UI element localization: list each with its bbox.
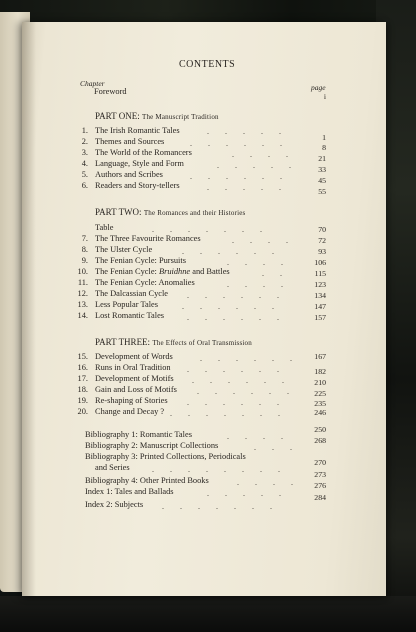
chapter-title: Less Popular Tales bbox=[95, 300, 158, 309]
index-entry: Index 1: Tales and Ballads bbox=[85, 487, 174, 496]
chapter-title: The Dalcassian Cycle bbox=[95, 289, 169, 298]
chapter-title: Development of Words bbox=[95, 352, 173, 361]
leader-dots: . . . . . . bbox=[187, 398, 286, 407]
chapter-title: Themes and Sources bbox=[95, 137, 165, 146]
chapter-number: 4. bbox=[81, 159, 88, 168]
part-three-heading: PART THREE: The Effects of Oral Transmission bbox=[95, 337, 252, 347]
chapter-title: Runs in Oral Tradition bbox=[95, 363, 171, 372]
contents-title: CONTENTS bbox=[179, 59, 236, 70]
chapter-page: 134 bbox=[314, 291, 326, 300]
chapter-title: The Fenian Cycle: Anomalies bbox=[95, 278, 195, 287]
chapter-page: 235 bbox=[314, 399, 326, 408]
leader-dots: . . . . bbox=[237, 478, 300, 487]
leader-dots: . . . . . . bbox=[192, 376, 291, 385]
chapter-page: 45 bbox=[318, 176, 326, 185]
foreword-page: i bbox=[323, 92, 326, 101]
chapter-page: 167 bbox=[314, 352, 326, 361]
chapter-number: 15. bbox=[77, 352, 88, 361]
chapter-page: 55 bbox=[318, 187, 326, 196]
chapter-page: 70 bbox=[318, 225, 326, 234]
leader-dots: . . . . bbox=[227, 432, 290, 441]
leader-dots: . . . . . . . . bbox=[152, 465, 287, 474]
chapter-title: The World of the Romancers bbox=[95, 148, 192, 157]
bibliography-entry: Bibliography 4: Other Printed Books bbox=[85, 476, 209, 485]
bibliography-entry-continued: and Series bbox=[95, 463, 130, 472]
chapter-page: 93 bbox=[318, 247, 326, 256]
leader-dots: . . . . . . bbox=[187, 313, 286, 322]
chapter-number: 9. bbox=[81, 256, 88, 265]
chapter-page: 147 bbox=[314, 302, 326, 311]
leader-dots: . . bbox=[262, 269, 289, 278]
table-entry-title: Table bbox=[95, 223, 114, 232]
chapter-title: Readers and Story-tellers bbox=[95, 181, 180, 190]
chapter-number: 14. bbox=[77, 311, 88, 320]
chapter-number: 2. bbox=[81, 137, 88, 146]
chapter-number: 1. bbox=[81, 126, 88, 135]
chapter-title: Lost Romantic Tales bbox=[95, 311, 165, 320]
chapter-title: Gain and Loss of Motifs bbox=[95, 385, 177, 394]
chapter-title: The Fenian Cycle: Pursuits bbox=[95, 256, 186, 265]
leader-dots: . . . . . bbox=[207, 489, 288, 498]
leader-dots: . . . . bbox=[232, 150, 295, 159]
entry-page: 273 bbox=[314, 470, 326, 479]
chapter-page: 106 bbox=[314, 258, 326, 267]
leader-dots: . . . . bbox=[227, 258, 290, 267]
chapter-number: 11. bbox=[77, 278, 88, 287]
leader-dots: . . . . . . . bbox=[152, 225, 269, 234]
chapter-title: Change and Decay ? bbox=[95, 407, 165, 416]
chapter-number: 17. bbox=[77, 374, 88, 383]
chapter-title: The Irish Romantic Tales bbox=[95, 126, 180, 135]
chapter-page: 115 bbox=[314, 269, 326, 278]
chapter-number: 19. bbox=[77, 396, 88, 405]
chapter-page: 72 bbox=[318, 236, 326, 245]
entry-page: 284 bbox=[314, 493, 326, 502]
leader-dots: . . . . . . bbox=[197, 387, 296, 396]
leader-dots: . . . . . . . bbox=[162, 502, 279, 511]
chapter-number: 5. bbox=[81, 170, 88, 179]
leader-dots: . . . . . . bbox=[190, 172, 289, 181]
chapter-number: 6. bbox=[81, 181, 88, 190]
chapter-number: 10. bbox=[77, 267, 88, 276]
chapter-page: 1 bbox=[322, 133, 326, 142]
leader-dots: . . . bbox=[254, 443, 299, 452]
leader-dots: . . . . bbox=[227, 280, 290, 289]
chapter-title: Authors and Scribes bbox=[95, 170, 163, 179]
leader-dots: . . . . . . bbox=[190, 139, 289, 148]
leader-dots: . . . . . . . bbox=[170, 409, 287, 418]
chapter-number: 18. bbox=[77, 385, 88, 394]
chapter-number: 8. bbox=[81, 245, 88, 254]
table-surface bbox=[0, 596, 416, 632]
foreword-title: Foreword bbox=[94, 87, 127, 96]
page-gutter-shadow bbox=[22, 22, 36, 596]
chapter-page: 123 bbox=[314, 280, 326, 289]
entry-page: 276 bbox=[314, 481, 326, 490]
part-one-heading: PART ONE: The Manuscript Tradition bbox=[95, 111, 219, 121]
page-column-header: page bbox=[311, 83, 326, 92]
leader-dots: . . . . . bbox=[207, 183, 288, 192]
chapter-page: 21 bbox=[318, 154, 326, 163]
chapter-page: 210 bbox=[314, 378, 326, 387]
chapter-page: 157 bbox=[314, 313, 326, 322]
leader-dots: . . . . bbox=[232, 236, 295, 245]
chapter-number: 7. bbox=[81, 234, 88, 243]
book-page bbox=[22, 22, 386, 596]
chapter-number: 12. bbox=[77, 289, 88, 298]
chapter-number: 13. bbox=[77, 300, 88, 309]
part-two-heading: PART TWO: The Romances and their Histories bbox=[95, 207, 246, 217]
bibliography-entry: Bibliography 1: Romantic Tales bbox=[85, 430, 192, 439]
chapter-title: The Three Favourite Romances bbox=[95, 234, 201, 243]
chapter-number: 16. bbox=[77, 363, 88, 372]
chapter-title: The Ulster Cycle bbox=[95, 245, 153, 254]
entry-page: 270 bbox=[314, 458, 326, 467]
leader-dots: . . . . . bbox=[207, 127, 288, 136]
leader-dots: . . . . . . bbox=[182, 247, 281, 256]
bibliography-entry: Bibliography 2: Manuscript Collections bbox=[85, 441, 219, 450]
chapter-page: 246 bbox=[314, 408, 326, 417]
entry-page: 250 bbox=[314, 425, 326, 434]
index-entry: Index 2: Subjects bbox=[85, 500, 144, 509]
chapter-number: 20. bbox=[77, 407, 88, 416]
leader-dots: . . . . . . bbox=[187, 291, 286, 300]
chapter-title: Re-shaping of Stories bbox=[95, 396, 168, 405]
leader-dots: . . . . . . bbox=[187, 365, 286, 374]
chapter-title: Language, Style and Form bbox=[95, 159, 184, 168]
leader-dots: . . . . . . bbox=[200, 354, 299, 363]
chapter-page: 182 bbox=[314, 367, 326, 376]
chapter-page: 225 bbox=[314, 389, 326, 398]
chapter-number: 3. bbox=[81, 148, 88, 157]
chapter-title: The Fenian Cycle: Bruidhne and Battles bbox=[95, 267, 230, 276]
chapter-page: 8 bbox=[322, 143, 326, 152]
chapter-page: 33 bbox=[318, 165, 326, 174]
chapter-column-header: Chapter bbox=[80, 79, 105, 88]
leader-dots: . . . . . bbox=[217, 161, 298, 170]
entry-page: 268 bbox=[314, 436, 326, 445]
chapter-title: Development of Motifs bbox=[95, 374, 174, 383]
leader-dots: . . . . . . bbox=[182, 302, 281, 311]
bibliography-entry: Bibliography 3: Printed Collections, Periodicals bbox=[85, 452, 246, 461]
